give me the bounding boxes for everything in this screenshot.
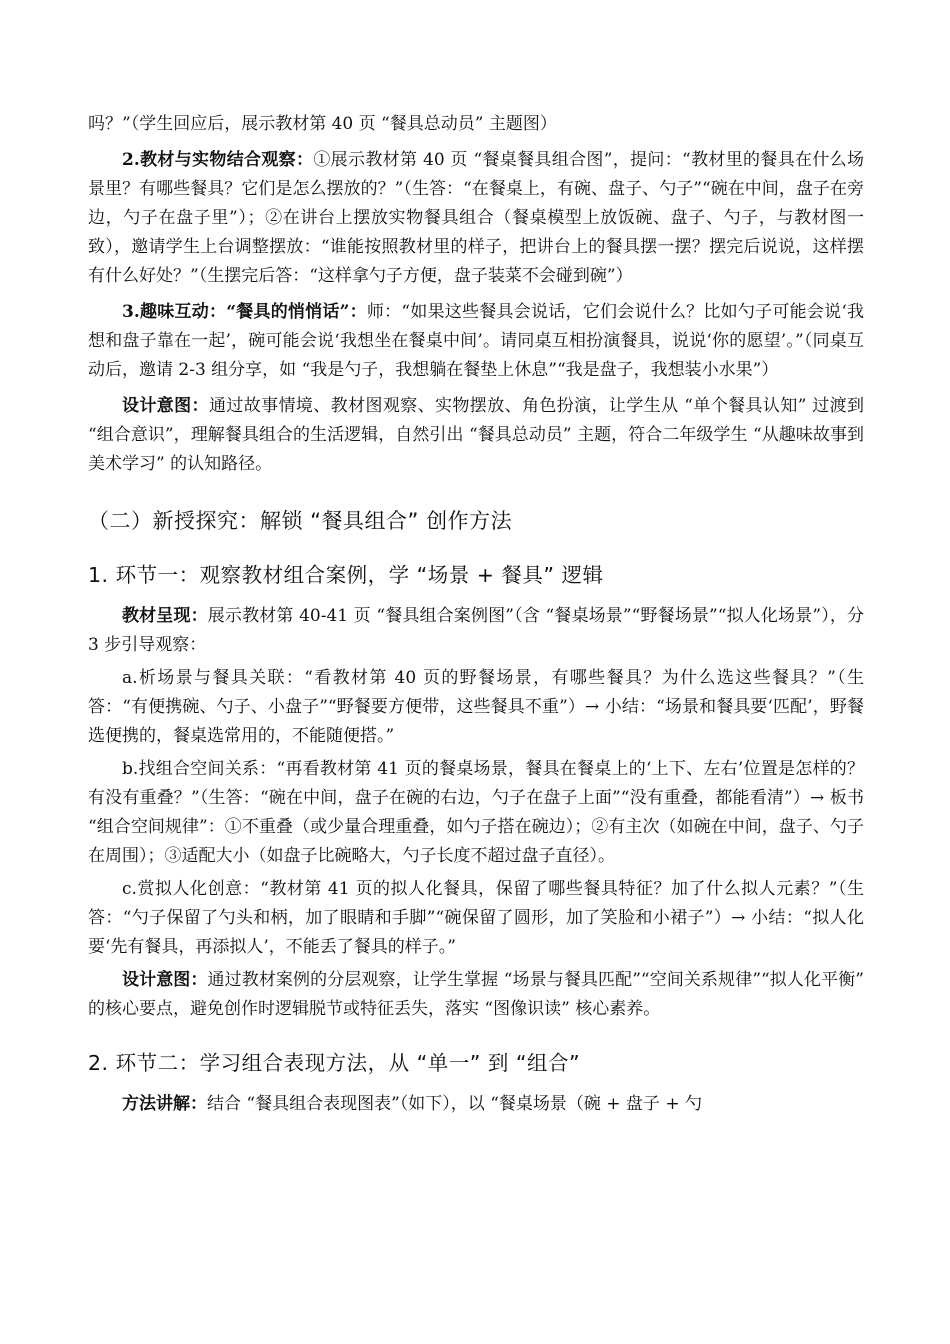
paragraph-design-intent-2 bbox=[88, 966, 864, 1024]
paragraph-step-c: c.赏拟人化创意：“教材第 41 页的拟人化餐具，保留了哪些餐具特征？加了什么拟人元素？”（生答：“勺子保留了勺头和柄，加了眼睛和手脚”“碗保留了圆形，加了笑脸和小裙子”）→ 小结：“拟人化要‘先有餐具，再添拟人’，不能丢了餐具的样子。” bbox=[88, 879, 864, 957]
paragraph-method bbox=[88, 1090, 864, 1119]
paragraph-step-a: a.析场景与餐具关联：“看教材第 40 页的野餐场景，有哪些餐具？为什么选这些餐具？”（生答：“有便携碗、勺子、小盘子”“野餐要方便带，这些餐具不重”）→ 小结：“场景和餐具要‘匹配’，野餐选便携的，餐桌选常用的，不能随便搭。” bbox=[88, 668, 864, 746]
document-page bbox=[88, 110, 864, 1119]
paragraph-lead: 2.教材与实物结合观察： bbox=[122, 150, 314, 170]
step-heading-1: 1. 环节一：观察教材组合案例，学 “场景 + 餐具” 逻辑 bbox=[88, 563, 604, 587]
paragraph-lead: 设计意图： bbox=[122, 970, 208, 990]
paragraph-interaction bbox=[88, 298, 864, 385]
paragraph-lead: 方法讲解： bbox=[122, 1094, 207, 1114]
paragraph-step-b: b.找组合空间关系：“再看教材第 41 页的餐桌场景，餐具在餐桌上的‘上下、左右’位置是怎样的？有没有重叠？”（生答：“碗在中间，盘子在碗的右边，勺子在盘子上面”“没有重叠，都能看清”）→ 板书 “组合空间规律”：①不重叠（或少量合理重叠，如勺子搭在碗边）；②有主次（如碗在中间，盘子、勺子在周围）；③适配大小（如盘子比碗略大，勺子长度不超过盘子直径）。 bbox=[88, 759, 864, 866]
section-heading: （二）新授探究：解锁 “餐具组合” 创作方法 bbox=[88, 509, 513, 533]
paragraph-design-intent bbox=[88, 392, 864, 479]
paragraph-lead: 教材呈现： bbox=[122, 606, 208, 626]
paragraph-body: 通过故事情境、教材图观察、实物摆放、角色扮演，让学生从 “单个餐具认知” 过渡到 “组合意识”，理解餐具组合的生活逻辑，自然引出 “餐具总动员” 主题，符合二年级学生 “从趣味故事到美术学习” 的认知路径。 bbox=[88, 396, 864, 474]
paragraph-lead: 设计意图： bbox=[122, 396, 209, 416]
paragraph-body: 展示教材第 40-41 页 “餐具组合案例图”（含 “餐桌场景”“野餐场景”“拟人化场景”），分 3 步引导观察： bbox=[88, 606, 864, 655]
paragraph-body: 师：“如果这些餐具会说话，它们会说什么？比如勺子可能会说‘我想和盘子靠在一起’，碗可能会说‘我想坐在餐桌中间’。请同桌互相扮演餐具，说说‘你的愿望’。”（同桌互动后，邀请 2-3 组分享，如 “我是勺子，我想躺在餐垫上休息”“我是盘子，我想装小水果”） bbox=[88, 302, 864, 380]
paragraph-textbook-presentation bbox=[88, 602, 864, 660]
paragraph-body: 结合 “餐具组合表现图表”（如下），以 “餐桌场景（碗 + 盘子 + 勺 bbox=[207, 1094, 702, 1114]
paragraph-body: ①展示教材第 40 页 “餐桌餐具组合图”，提问：“教材里的餐具在什么场景里？有哪些餐具？它们是怎么摆放的？”（生答：“在餐桌上，有碗、盘子、勺子”“碗在中间，盘子在旁边，勺子在盘子里”）；②在讲台上摆放实物餐具组合（餐桌模型上放饭碗、盘子、勺子，与教材图一致），邀请学生上台调整摆放：“谁能按照教材里的样子，把讲台上的餐具摆一摆？摆完后说说，这样摆有什么好处？”（生摆完后答：“这样拿勺子方便，盘子装菜不会碰到碗”） bbox=[88, 150, 865, 286]
paragraph-body: 通过教材案例的分层观察，让学生掌握 “场景与餐具匹配”“空间关系规律”“拟人化平衡” 的核心要点，避免创作时逻辑脱节或特征丢失，落实 “图像识读” 核心素养。 bbox=[88, 970, 864, 1019]
paragraph-continuation: 吗？”（学生回应后，展示教材第 40 页 “餐具总动员” 主题图） bbox=[88, 114, 557, 134]
paragraph-observation bbox=[88, 146, 864, 291]
paragraph-lead: 3.趣味互动：“餐具的悄悄话”： bbox=[122, 302, 367, 322]
step-heading-2: 2. 环节二：学习组合表现方法，从 “单一” 到 “组合” bbox=[88, 1051, 581, 1075]
